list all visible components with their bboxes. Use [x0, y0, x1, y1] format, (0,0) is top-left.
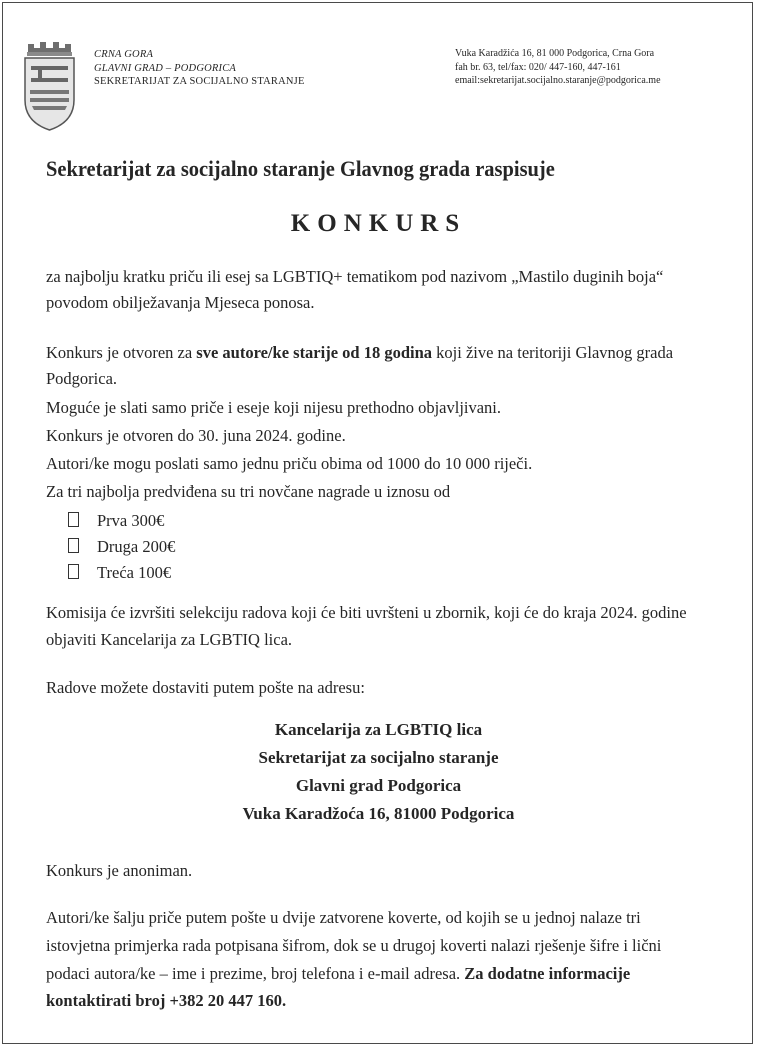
bullet-box-icon	[68, 512, 79, 527]
conditions-line-6: Za tri najbolja predviđena su tri novčane nagrade u iznosu od	[46, 482, 451, 501]
org-city: GLAVNI GRAD – PODGORICA	[94, 62, 237, 74]
contact-address: Vuka Karadžića 16, 81 000 Podgorica, Crna Gora	[455, 48, 655, 59]
postal-address	[0, 716, 757, 828]
address-line: Kancelarija za LGBTIQ lica	[274, 720, 483, 739]
conditions-line-2: Podgorica.	[46, 369, 118, 388]
prize-item: Prva 300€	[68, 511, 164, 531]
address-line: Vuka Karadžoća 16, 81000 Podgorica	[242, 804, 515, 823]
intro-line-2: povodom obilježavanja Mjeseca ponosa.	[46, 293, 315, 312]
final-line-1: Autori/ke šalju priče putem pošte u dvije zatvorene koverte, od kojih se u jednoj nalaze tri	[46, 908, 641, 927]
org-secretariat: SEKRETARIJAT ZA SOCIJALNO STARANJE	[94, 76, 305, 87]
final-line-3: podaci autora/ke – ime i prezime, broj telefona i e-mail adresa. Za dodatne informacije	[46, 964, 631, 983]
org-country: CRNA GORA	[94, 49, 154, 60]
prize-item: Druga 200€	[68, 537, 175, 557]
intro-line-1: za najbolju kratku priču ili esej sa LGBTIQ+ tematikom pod nazivom „Mastilo duginih boja“	[46, 267, 664, 286]
bullet-box-icon	[68, 538, 79, 553]
coat-of-arms-icon	[22, 40, 77, 132]
final-line-4	[46, 988, 286, 1014]
committee-line-2: objaviti Kancelarija za LGBTIQ lica.	[46, 630, 293, 649]
age-requirement: sve autore/ke starije od 18 godina	[196, 343, 433, 362]
anonymous-note: Konkurs je anoniman.	[46, 861, 193, 880]
contact-block	[455, 47, 661, 88]
address-line: Sekretarijat za socijalno staranje	[258, 748, 499, 767]
conditions-line-4: Konkurs je otvoren do 30. juna 2024. godine.	[46, 426, 346, 445]
announcement-heading: Sekretarijat za socijalno staranje Glavnog grada raspisuje	[46, 156, 555, 181]
contact-email: email:sekretarijat.socijalno.staranje@podgorica.me	[455, 75, 661, 86]
final-line-2: istovjetna primjerka rada potpisana šifrom, dok se u drugoj koverti nalazi rješenje šifre i lični	[46, 936, 662, 955]
address-line: Glavni grad Podgorica	[295, 776, 462, 795]
conditions-line-5: Autori/ke mogu poslati samo jednu priču obima od 1000 do 10 000 riječi.	[46, 454, 533, 473]
contact-phone-number: kontaktirati broj +382 20 447 160.	[46, 991, 287, 1010]
document-title: KONKURS	[290, 210, 467, 237]
submit-intro: Radove možete dostaviti putem pošte na adresu:	[46, 678, 365, 697]
prize-item: Treća 100€	[68, 563, 171, 583]
conditions-line-3: Moguće je slati samo priče i eseje koji nijesu prethodno objavljivani.	[46, 398, 502, 417]
conditions-line-1: Konkurs je otvoren za sve autore/ke starije od 18 godina koji žive na teritoriji Glavnog grada	[46, 343, 674, 362]
contact-info-label: Za dodatne informacije	[464, 964, 631, 983]
bullet-box-icon	[68, 564, 79, 579]
organization-block	[94, 48, 305, 89]
contact-phone: fah br. 63, tel/fax: 020/ 447-160, 447-161	[455, 61, 621, 73]
committee-line-1: Komisija će izvršiti selekciju radova koji će biti uvršteni u zbornik, koji će do kraja 2024. godine	[46, 603, 687, 622]
